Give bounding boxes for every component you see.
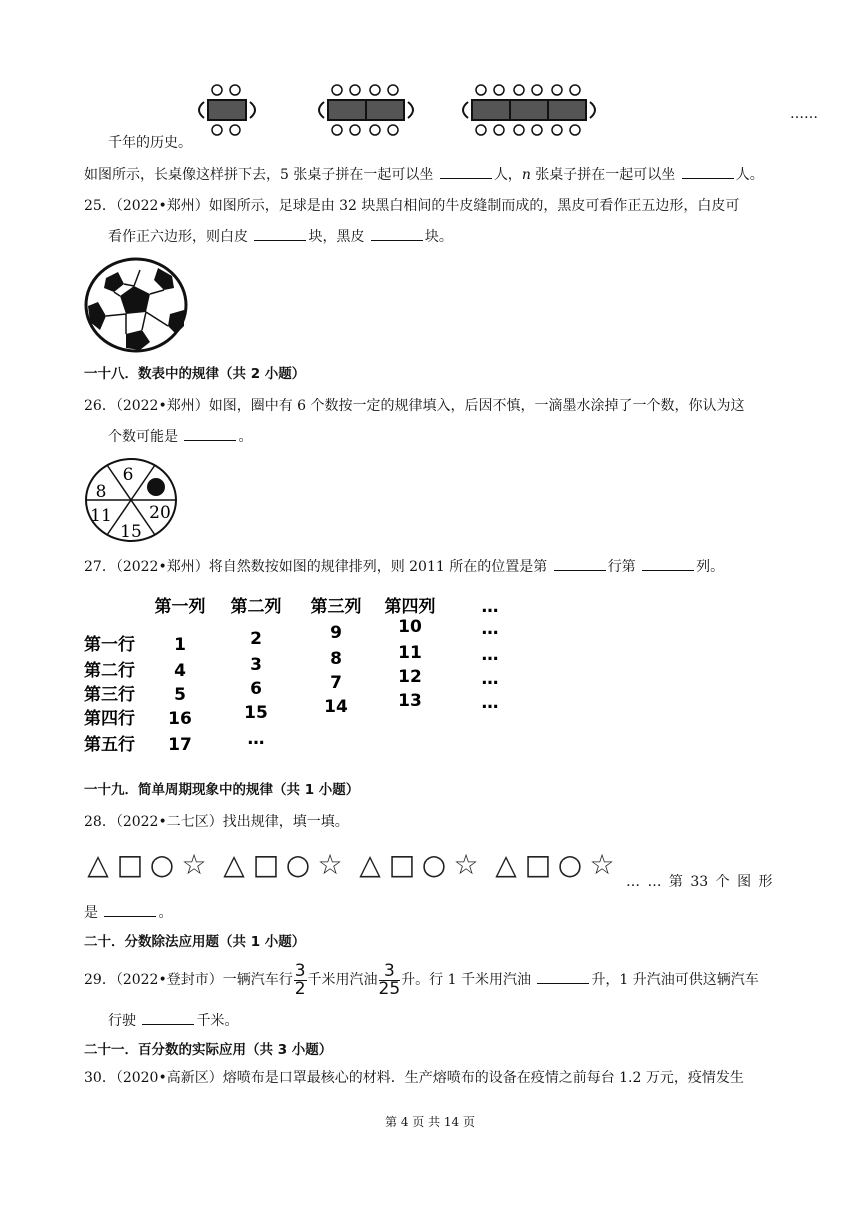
- sequence-shape: ☆: [589, 848, 615, 881]
- circle-number: 11: [90, 506, 112, 526]
- circle-number: 6: [122, 465, 134, 485]
- q24-unit-a: 人，: [493, 167, 522, 183]
- q29-line2: [108, 1010, 238, 1031]
- q28-line3: [84, 902, 172, 923]
- q29-text-d: 升，1 升汽油可供这辆汽车: [591, 972, 759, 988]
- fraction-3-2: [294, 960, 307, 999]
- sequence-shape: ☆: [317, 848, 343, 881]
- table-cell: 12: [398, 667, 422, 687]
- table-cell: …: [481, 645, 499, 665]
- sequence-shape: □: [524, 848, 552, 881]
- sequence-shape: ☆: [181, 848, 207, 881]
- q25-line2: [108, 226, 453, 247]
- q29-text-c: 升。行 1 千米用汽油: [401, 972, 531, 988]
- sequence-shape: ☆: [453, 848, 479, 881]
- sequence-shape: ○: [557, 848, 583, 881]
- fraction-3-25: [378, 960, 401, 999]
- q28-blank[interactable]: [104, 902, 156, 917]
- table-cell: 11: [398, 643, 422, 663]
- q29-line1: [84, 958, 759, 1002]
- q29-blank-1[interactable]: [537, 969, 589, 984]
- circle-number: 20: [149, 503, 171, 523]
- sequence-shape: △: [495, 848, 517, 881]
- circle-number: 15: [120, 522, 142, 542]
- table-group-2: [319, 85, 413, 135]
- q26-text-b: 。: [238, 429, 253, 445]
- column-header: 第三列: [310, 597, 362, 617]
- row-header: 第四行: [84, 709, 135, 729]
- sequence-shape: □: [252, 848, 280, 881]
- table-cell: 17: [168, 735, 192, 755]
- q27-question: [84, 556, 724, 577]
- q28-line1: 28．（2022•二七区）找出规律，填一填。: [84, 814, 349, 830]
- q26-line1: 26．（2022•郑州）如图，圈中有 6 个数按一定的规律填入，后因不慎，一滴墨水涂掉了一个数，你认为这: [84, 398, 745, 414]
- table-cell: 3: [250, 655, 262, 675]
- sequence-shape: △: [359, 848, 381, 881]
- q24-variable-n: n: [521, 167, 531, 183]
- sequence-shape: △: [223, 848, 245, 881]
- q29-line2-a: 行驶: [108, 1013, 136, 1029]
- table-cell: …: [481, 619, 499, 639]
- sequence-shape: △: [87, 848, 109, 881]
- table-cell: 13: [398, 691, 422, 711]
- table-cell: 7: [330, 673, 342, 693]
- section-20-heading: 二十．分数除法应用题（共 1 小题）: [84, 934, 306, 950]
- table-cell: 9: [330, 623, 342, 643]
- q25-text-b: 块，黑皮: [308, 229, 365, 245]
- q26-blank[interactable]: [184, 426, 236, 441]
- q24-question: [84, 164, 764, 185]
- sequence-shape: ○: [285, 848, 311, 881]
- table-cell: 14: [324, 697, 348, 717]
- q29-blank-2[interactable]: [142, 1010, 194, 1025]
- soccer-ball-figure: [84, 256, 190, 354]
- q27-blank-row[interactable]: [554, 556, 606, 571]
- table-cell: 2: [250, 629, 262, 649]
- table-cell: 6: [250, 679, 262, 699]
- table-group-3: [463, 85, 595, 135]
- table-cell: 4: [174, 661, 186, 681]
- sequence-shape: □: [388, 848, 416, 881]
- page-footer: 第 4 页 共 14 页: [385, 1115, 475, 1129]
- table-cell: 10: [398, 617, 422, 637]
- row-header: 第三行: [84, 685, 135, 705]
- q27-blank-col[interactable]: [642, 556, 694, 571]
- number-table-figure: [80, 584, 520, 764]
- q26-line2: [108, 426, 252, 447]
- q25-blank-black[interactable]: [371, 226, 423, 241]
- row-header: 第一行: [84, 635, 135, 655]
- table-cell: …: [481, 693, 499, 713]
- q29-line2-b: 千米。: [196, 1013, 239, 1029]
- q24-blank-1[interactable]: [440, 164, 492, 179]
- shape-sequence-figure: [84, 846, 624, 882]
- q25-blank-white[interactable]: [254, 226, 306, 241]
- frac2-denominator: 25: [378, 978, 401, 999]
- tables-figure: [190, 80, 690, 140]
- figure-ellipsis: ……: [790, 106, 818, 122]
- column-header: …: [481, 597, 499, 617]
- table-cell: 1: [174, 635, 186, 655]
- column-header: 第四列: [384, 597, 436, 617]
- sequence-shape: ○: [421, 848, 447, 881]
- frac1-denominator: 2: [294, 978, 306, 999]
- q29-text-b: 千米用汽油: [307, 972, 378, 988]
- column-header: 第一列: [154, 597, 206, 617]
- q28-tail-text: … … 第 33 个 图 形: [626, 874, 773, 890]
- q27-text-b: 行第: [607, 559, 636, 575]
- q25-text-a: 看作正六边形，则白皮: [108, 229, 248, 245]
- table-cell: 5: [174, 685, 186, 705]
- q24-text-a: 如图所示，长桌像这样拼下去，5 张桌子拼在一起可以坐: [84, 167, 434, 183]
- q24-blank-2[interactable]: [682, 164, 734, 179]
- q24-text-b: 张桌子拼在一起可以坐: [535, 167, 676, 183]
- q28-text-b: 。: [158, 905, 173, 921]
- section-19-heading: 一十九．简单周期现象中的规律（共 1 小题）: [84, 782, 360, 798]
- row-header: 第五行: [84, 735, 135, 755]
- q27-text-a: 27．（2022•郑州）将自然数按如图的规律排列，则 2011 所在的位置是第: [84, 559, 548, 575]
- q30-line1: 30．（2020•高新区）熔喷布是口罩最核心的材料．生产熔喷布的设备在疫情之前每台 1.2 万元，疫情发生: [84, 1070, 744, 1086]
- table-cell: 8: [330, 649, 342, 669]
- table-cell: 15: [244, 703, 268, 723]
- table-group-1: [199, 85, 255, 135]
- table-cell: …: [247, 729, 265, 749]
- q25-line1: 25．（2022•郑州）如图所示，足球是由 32 块黑白相间的牛皮缝制而成的，黑皮可看作正五边形，白皮可: [84, 198, 740, 214]
- row-header: 第二行: [84, 661, 135, 681]
- number-circle-figure: [84, 456, 180, 544]
- q24-unit-b: 人。: [735, 167, 764, 183]
- q25-text-c: 块。: [424, 229, 453, 245]
- q28-text-a: 是: [84, 905, 98, 921]
- sequence-shape: □: [116, 848, 144, 881]
- table-cell: 16: [168, 709, 192, 729]
- frac1-numerator: 3: [294, 960, 306, 981]
- sequence-shape: ○: [149, 848, 175, 881]
- q24-tail-text: 千年的历史。: [108, 135, 192, 151]
- q27-text-c: 列。: [696, 559, 725, 575]
- section-21-heading: 二十一．百分数的实际应用（共 3 小题）: [84, 1042, 333, 1058]
- column-header: 第二列: [230, 597, 282, 617]
- circle-number: 8: [95, 482, 107, 502]
- frac2-numerator: 3: [379, 963, 401, 981]
- q26-text-a: 个数可能是: [108, 429, 178, 445]
- section-18-heading: 一十八．数表中的规律（共 2 小题）: [84, 366, 306, 382]
- table-cell: …: [481, 669, 499, 689]
- ink-blot: [147, 478, 165, 496]
- q29-text-a: 29．（2022•登封市）一辆汽车行: [84, 972, 293, 988]
